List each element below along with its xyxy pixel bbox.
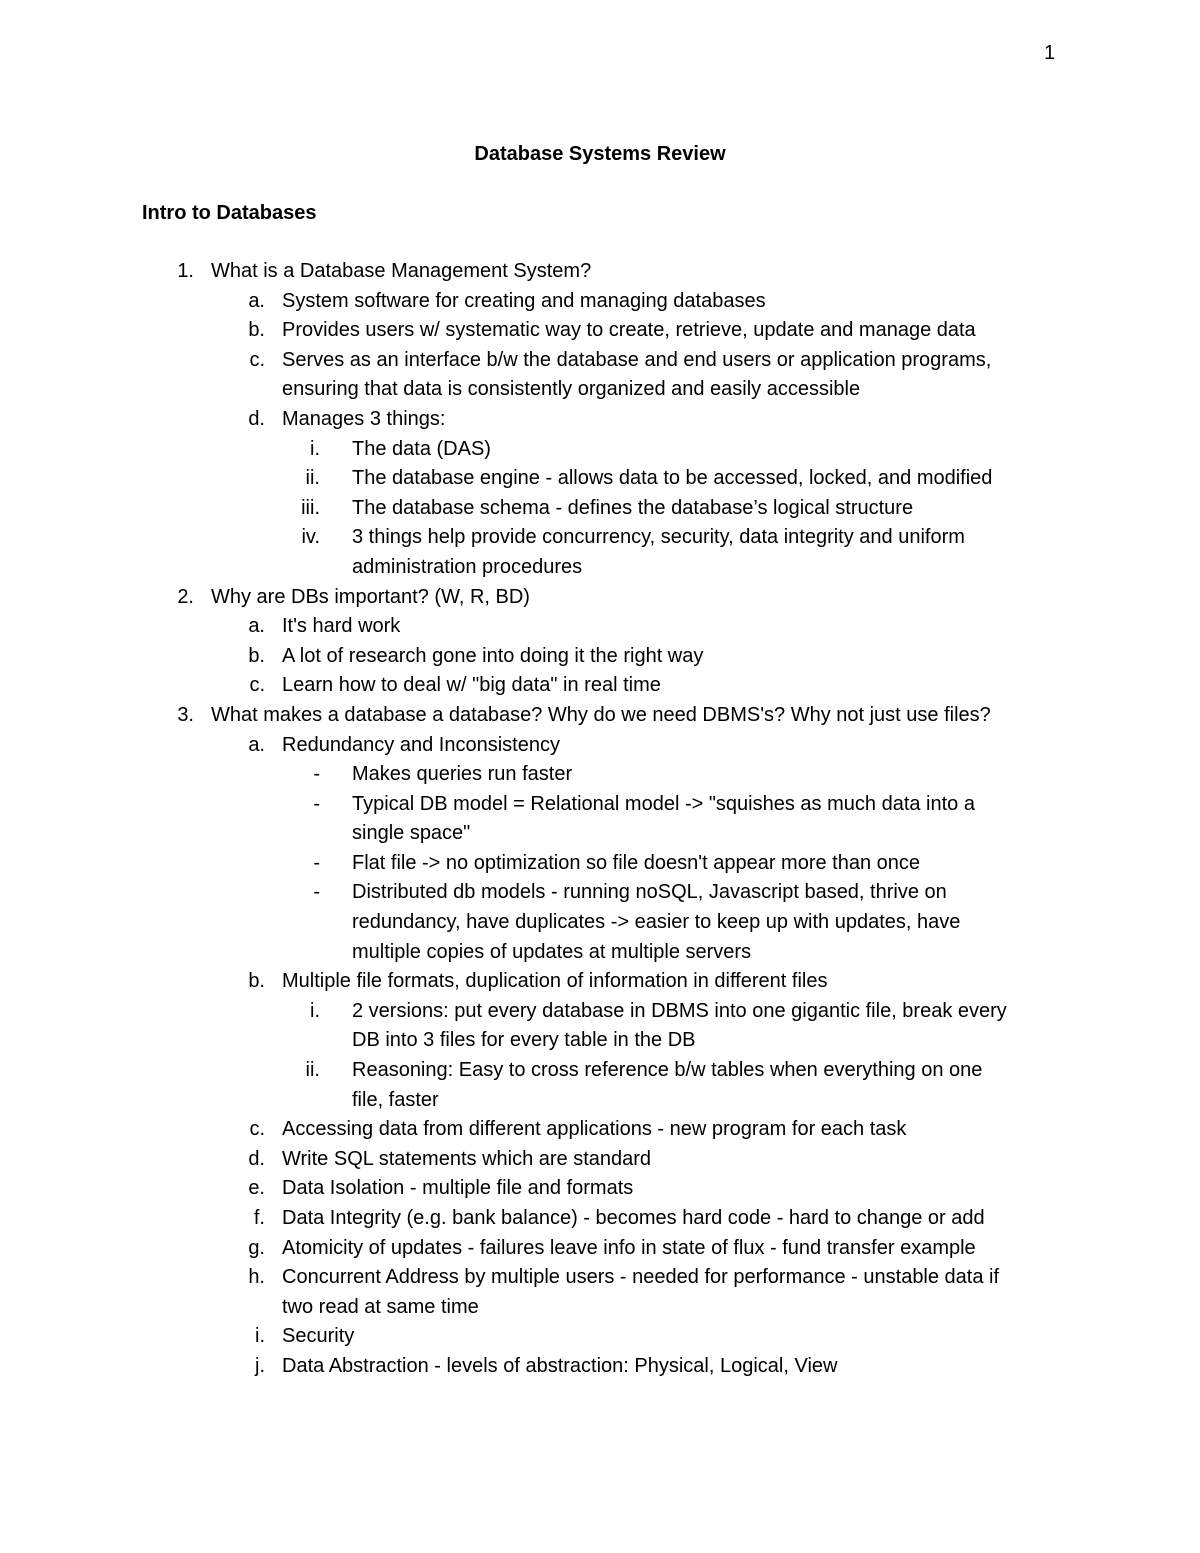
list-marker: j. [255,1354,265,1377]
outline-line [0,1322,1200,1352]
outline-line [0,346,1200,376]
outline-line [0,435,1200,465]
outline-item-level-2 [0,1352,1200,1382]
list-marker: c. [249,348,265,371]
list-item-text: Manages 3 things: [282,407,446,430]
list-item-text: DB into 3 files for every table in the DB [352,1029,696,1052]
list-item-text: Data Integrity (e.g. bank balance) - becomes hard code - hard to change or add [282,1207,985,1229]
outline-list [0,257,1200,1382]
outline-item-level-2 [0,1115,1200,1145]
list-item-text: What makes a database a database? Why do we need DBMS's? Why not just use files? [211,703,991,726]
list-marker: 2. [177,585,194,608]
outline-line [0,553,1200,583]
list-item-text: Serves as an interface b/w the database and end users or application programs, [282,348,992,371]
outline-item-level-2 [0,967,1200,997]
outline-line [0,612,1200,642]
outline-line [0,1115,1200,1145]
list-item-text: Learn how to deal w/ "big data" in real time [282,674,661,697]
outline-line [0,701,1200,731]
list-marker: iv. [301,526,320,549]
outline-item-level-3 [0,464,1200,494]
list-item-text: Reasoning: Easy to cross reference b/w tables when everything on one [352,1059,983,1082]
list-item-text: Write SQL statements which are standard [282,1147,652,1170]
list-marker: ii. [305,1059,320,1082]
outline-item-level-2 [0,671,1200,701]
list-item-text: Redundancy and Inconsistency [282,733,560,756]
outline-line [0,583,1200,613]
list-item-text: The data (DAS) [352,437,491,460]
list-item-text: 3 things help provide concurrency, security, data integrity and uniform [352,526,965,549]
list-item-text: ensuring that data is consistently organized and easily accessible [282,378,861,401]
list-item-text: Security [282,1325,355,1348]
list-item-text: It's hard work [282,615,401,638]
list-marker: a. [248,289,265,312]
list-item-text: Distributed db models - running noSQL, Javascript based, thrive on [352,881,947,904]
list-item-text: Accessing data from different applications - new program for each task [282,1118,907,1141]
list-item-text: Multiple file formats, duplication of information in different files [282,970,828,993]
outline-line [0,849,1200,879]
list-marker: f. [253,1207,265,1229]
outline-line [0,464,1200,494]
outline-item-level-1 [0,257,1200,287]
outline-line [0,760,1200,790]
outline-item-level-2 [0,346,1200,405]
outline-line [0,938,1200,968]
list-marker: - [313,763,320,786]
list-item-text: Data Abstraction - levels of abstraction: Physical, Logical, View [282,1354,838,1377]
outline-item-level-2 [0,316,1200,346]
outline-item-level-3 [0,494,1200,524]
list-marker: ii. [305,467,320,490]
outline-item-level-3 [0,760,1200,790]
list-marker: d. [248,407,265,430]
list-marker: c. [249,674,265,697]
document-title: Database Systems Review [474,143,726,165]
outline-item-level-2 [0,1174,1200,1204]
outline-item-level-3 [0,435,1200,465]
list-item-text: administration procedures [352,555,583,578]
outline-line [0,1026,1200,1056]
outline-item-level-2 [0,1322,1200,1352]
list-item-text: redundancy, have duplicates -> easier to keep up with updates, have [352,911,961,934]
outline-line [0,257,1200,287]
section-heading: Intro to Databases [142,202,317,224]
page-number: 1 [1044,42,1056,64]
list-item-text: Concurrent Address by multiple users - needed for performance - unstable data if [282,1266,1000,1289]
outline-line [0,287,1200,317]
outline-item-level-2 [0,1204,1200,1234]
outline-item-level-2 [0,642,1200,672]
list-item-text: A lot of research gone into doing it the right way [282,644,704,667]
outline-item-level-3 [0,1056,1200,1115]
outline-line [0,405,1200,435]
list-item-text: Data Isolation - multiple file and formats [282,1177,634,1200]
list-item-text: Typical DB model = Relational model -> "squishes as much data into a [352,792,975,815]
list-marker: a. [248,733,265,756]
outline-line [0,1234,1200,1264]
outline-item-level-3 [0,878,1200,967]
outline-item-level-2 [0,1145,1200,1175]
list-marker: b. [248,644,265,667]
outline-item-level-1 [0,583,1200,613]
list-item-text: file, faster [352,1088,439,1111]
list-marker: - [313,792,320,815]
outline-line [0,878,1200,908]
outline-item-level-2 [0,405,1200,435]
outline-item-level-2 [0,612,1200,642]
outline-line [0,997,1200,1027]
outline-item-level-2 [0,287,1200,317]
list-marker: b. [248,970,265,993]
list-item-text: 2 versions: put every database in DBMS into one gigantic file, break every [352,999,1007,1022]
list-item-text: Makes queries run faster [352,763,573,786]
list-marker: 3. [177,703,194,726]
list-marker: - [313,851,320,874]
outline-item-level-2 [0,1234,1200,1264]
list-marker: b. [248,319,265,342]
list-item-text: Flat file -> no optimization so file doesn't appear more than once [352,851,921,874]
list-marker: c. [249,1118,265,1141]
outline-line [0,316,1200,346]
outline-line [0,731,1200,761]
outline-item-level-2 [0,1263,1200,1322]
list-marker: 1. [177,260,194,282]
list-marker: e. [248,1177,265,1200]
outline-line [0,375,1200,405]
outline-line [0,1086,1200,1116]
outline-line [0,523,1200,553]
outline-line [0,1352,1200,1382]
outline-line [0,1145,1200,1175]
list-item-text: The database schema - defines the database’s logical structure [352,496,914,519]
list-item-text: Why are DBs important? (W, R, BD) [211,585,530,608]
list-marker: i. [310,437,320,460]
list-marker: d. [248,1147,265,1170]
list-marker: - [313,881,320,904]
list-item-text: Atomicity of updates - failures leave info in state of flux - fund transfer example [282,1236,976,1259]
outline-line [0,494,1200,524]
list-marker: h. [248,1266,265,1289]
outline-line [0,1204,1200,1234]
outline-item-level-2 [0,731,1200,761]
list-marker: g. [248,1236,265,1259]
list-marker: a. [248,615,265,638]
outline-line [0,671,1200,701]
outline-line [0,908,1200,938]
outline-line [0,1293,1200,1323]
outline-line [0,642,1200,672]
outline-item-level-3 [0,790,1200,849]
outline-line [0,1263,1200,1293]
outline-item-level-1 [0,701,1200,731]
outline-line [0,790,1200,820]
list-item-text: single space" [352,822,471,845]
list-item-text: What is a Database Management System? [211,260,592,282]
list-item-text: Provides users w/ systematic way to create, retrieve, update and manage data [282,319,976,342]
outline-line [0,819,1200,849]
outline-item-level-3 [0,849,1200,879]
list-item-text: System software for creating and managing databases [282,289,766,312]
outline-line [0,1174,1200,1204]
outline-item-level-3 [0,997,1200,1056]
list-marker: i. [310,999,320,1022]
list-item-text: The database engine - allows data to be accessed, locked, and modified [352,467,993,490]
list-item-text: two read at same time [282,1295,479,1318]
list-item-text: multiple copies of updates at multiple servers [352,940,752,963]
outline-line [0,1056,1200,1086]
outline-item-level-3 [0,523,1200,582]
outline-line [0,967,1200,997]
list-marker: iii. [301,496,320,519]
list-marker: i. [255,1325,265,1348]
